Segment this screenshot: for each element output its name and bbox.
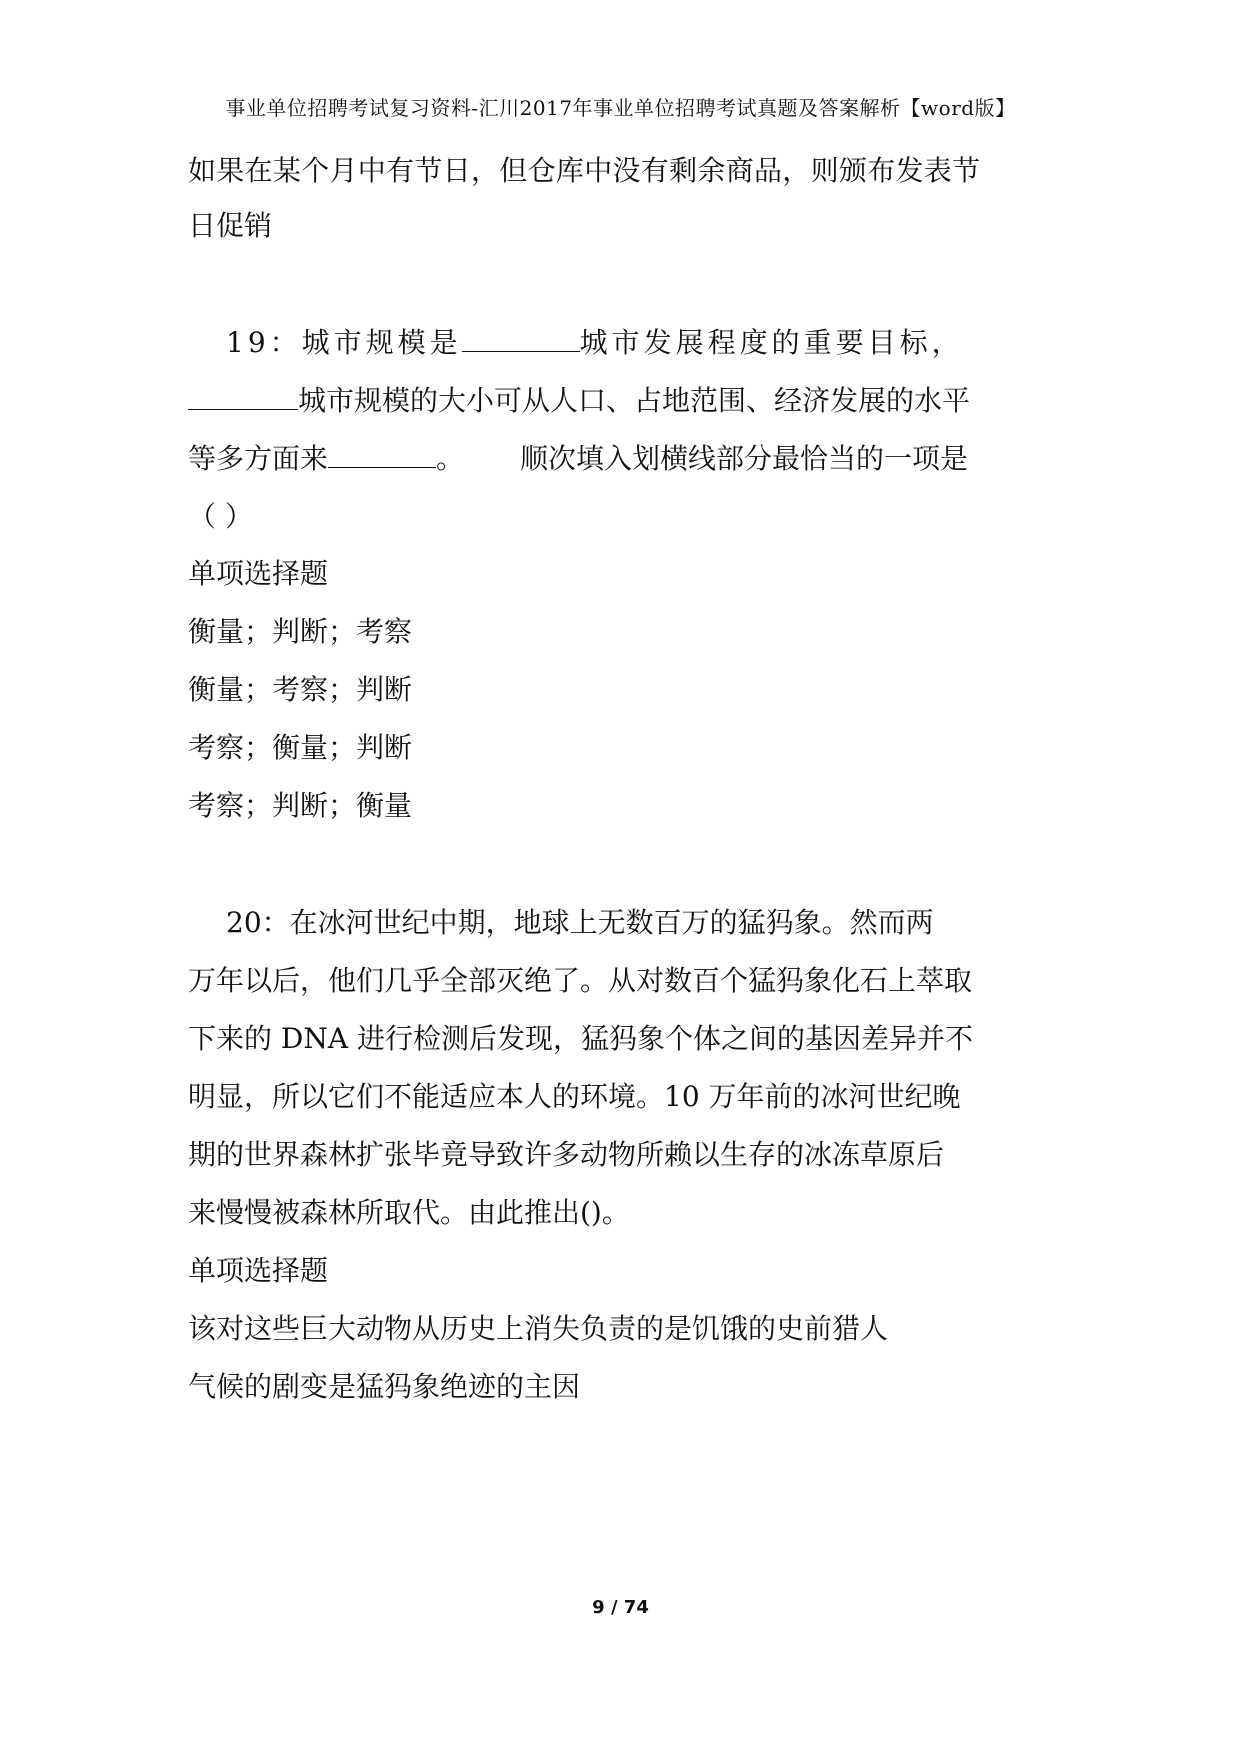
fill-blank xyxy=(328,445,436,468)
question-20-line-2: 万年以后，他们几乎全部灭绝了。从对数百个猛犸象化石上萃取 xyxy=(188,964,973,997)
question-19-text: 等多方面来 xyxy=(188,442,329,475)
option-a[interactable]: 该对这些巨大动物从历史上消失负责的是饥饿的史前猎人 xyxy=(188,1312,889,1345)
question-20-line-3: 下来的 DNA 进行检测后发现，猛犸象个体之间的基因差异并不 xyxy=(188,1022,973,1055)
question-19-text: 19：城市规模是 xyxy=(226,326,462,359)
question-19-line-1 xyxy=(226,326,964,359)
option-b[interactable]: 气候的剧变是猛犸象绝迹的主因 xyxy=(188,1370,581,1403)
option-a[interactable]: 衡量；判断；考察 xyxy=(188,615,413,648)
answer-parentheses: （ ） xyxy=(188,500,253,533)
paragraph-line: 日促销 xyxy=(188,209,273,242)
page-number: 9 / 74 xyxy=(592,1597,649,1618)
fill-blank xyxy=(188,387,298,410)
page-header: 事业单位招聘考试复习资料-汇川2017年事业单位招聘考试真题及答案解析【word版】 xyxy=(225,96,1016,120)
question-19-text: 顺次填入划横线部分最恰当的一项是 xyxy=(520,442,969,475)
fill-blank xyxy=(462,329,580,352)
question-20-line-6: 来慢慢被森林所取代。由此推出()。 xyxy=(188,1196,630,1229)
question-19-line-3 xyxy=(188,442,969,475)
option-d[interactable]: 考察；判断；衡量 xyxy=(188,789,413,822)
question-19-text: 城市发展程度的重要目标， xyxy=(579,326,964,359)
option-c[interactable]: 考察；衡量；判断 xyxy=(188,731,413,764)
question-type-label: 单项选择题 xyxy=(188,557,329,590)
question-20-line-5: 期的世界森林扩张毕竟导致许多动物所赖以生存的冰冻草原后 xyxy=(188,1138,945,1171)
question-19-line-2 xyxy=(188,384,971,417)
question-20-line-4: 明显，所以它们不能适应本人的环境。10 万年前的冰河世纪晚 xyxy=(188,1080,961,1113)
question-19-text: 城市规模的大小可从人口、占地范围、经济发展的水平 xyxy=(298,384,971,417)
question-20-line-1: 20：在冰河世纪中期，地球上无数百万的猛犸象。然而两 xyxy=(226,906,934,939)
question-type-label: 单项选择题 xyxy=(188,1254,329,1287)
paragraph-line: 如果在某个月中有节日，但仓库中没有剩余商品，则颁布发表节 xyxy=(188,154,981,187)
question-19-text: 。 xyxy=(436,442,465,475)
option-b[interactable]: 衡量；考察；判断 xyxy=(188,673,413,706)
